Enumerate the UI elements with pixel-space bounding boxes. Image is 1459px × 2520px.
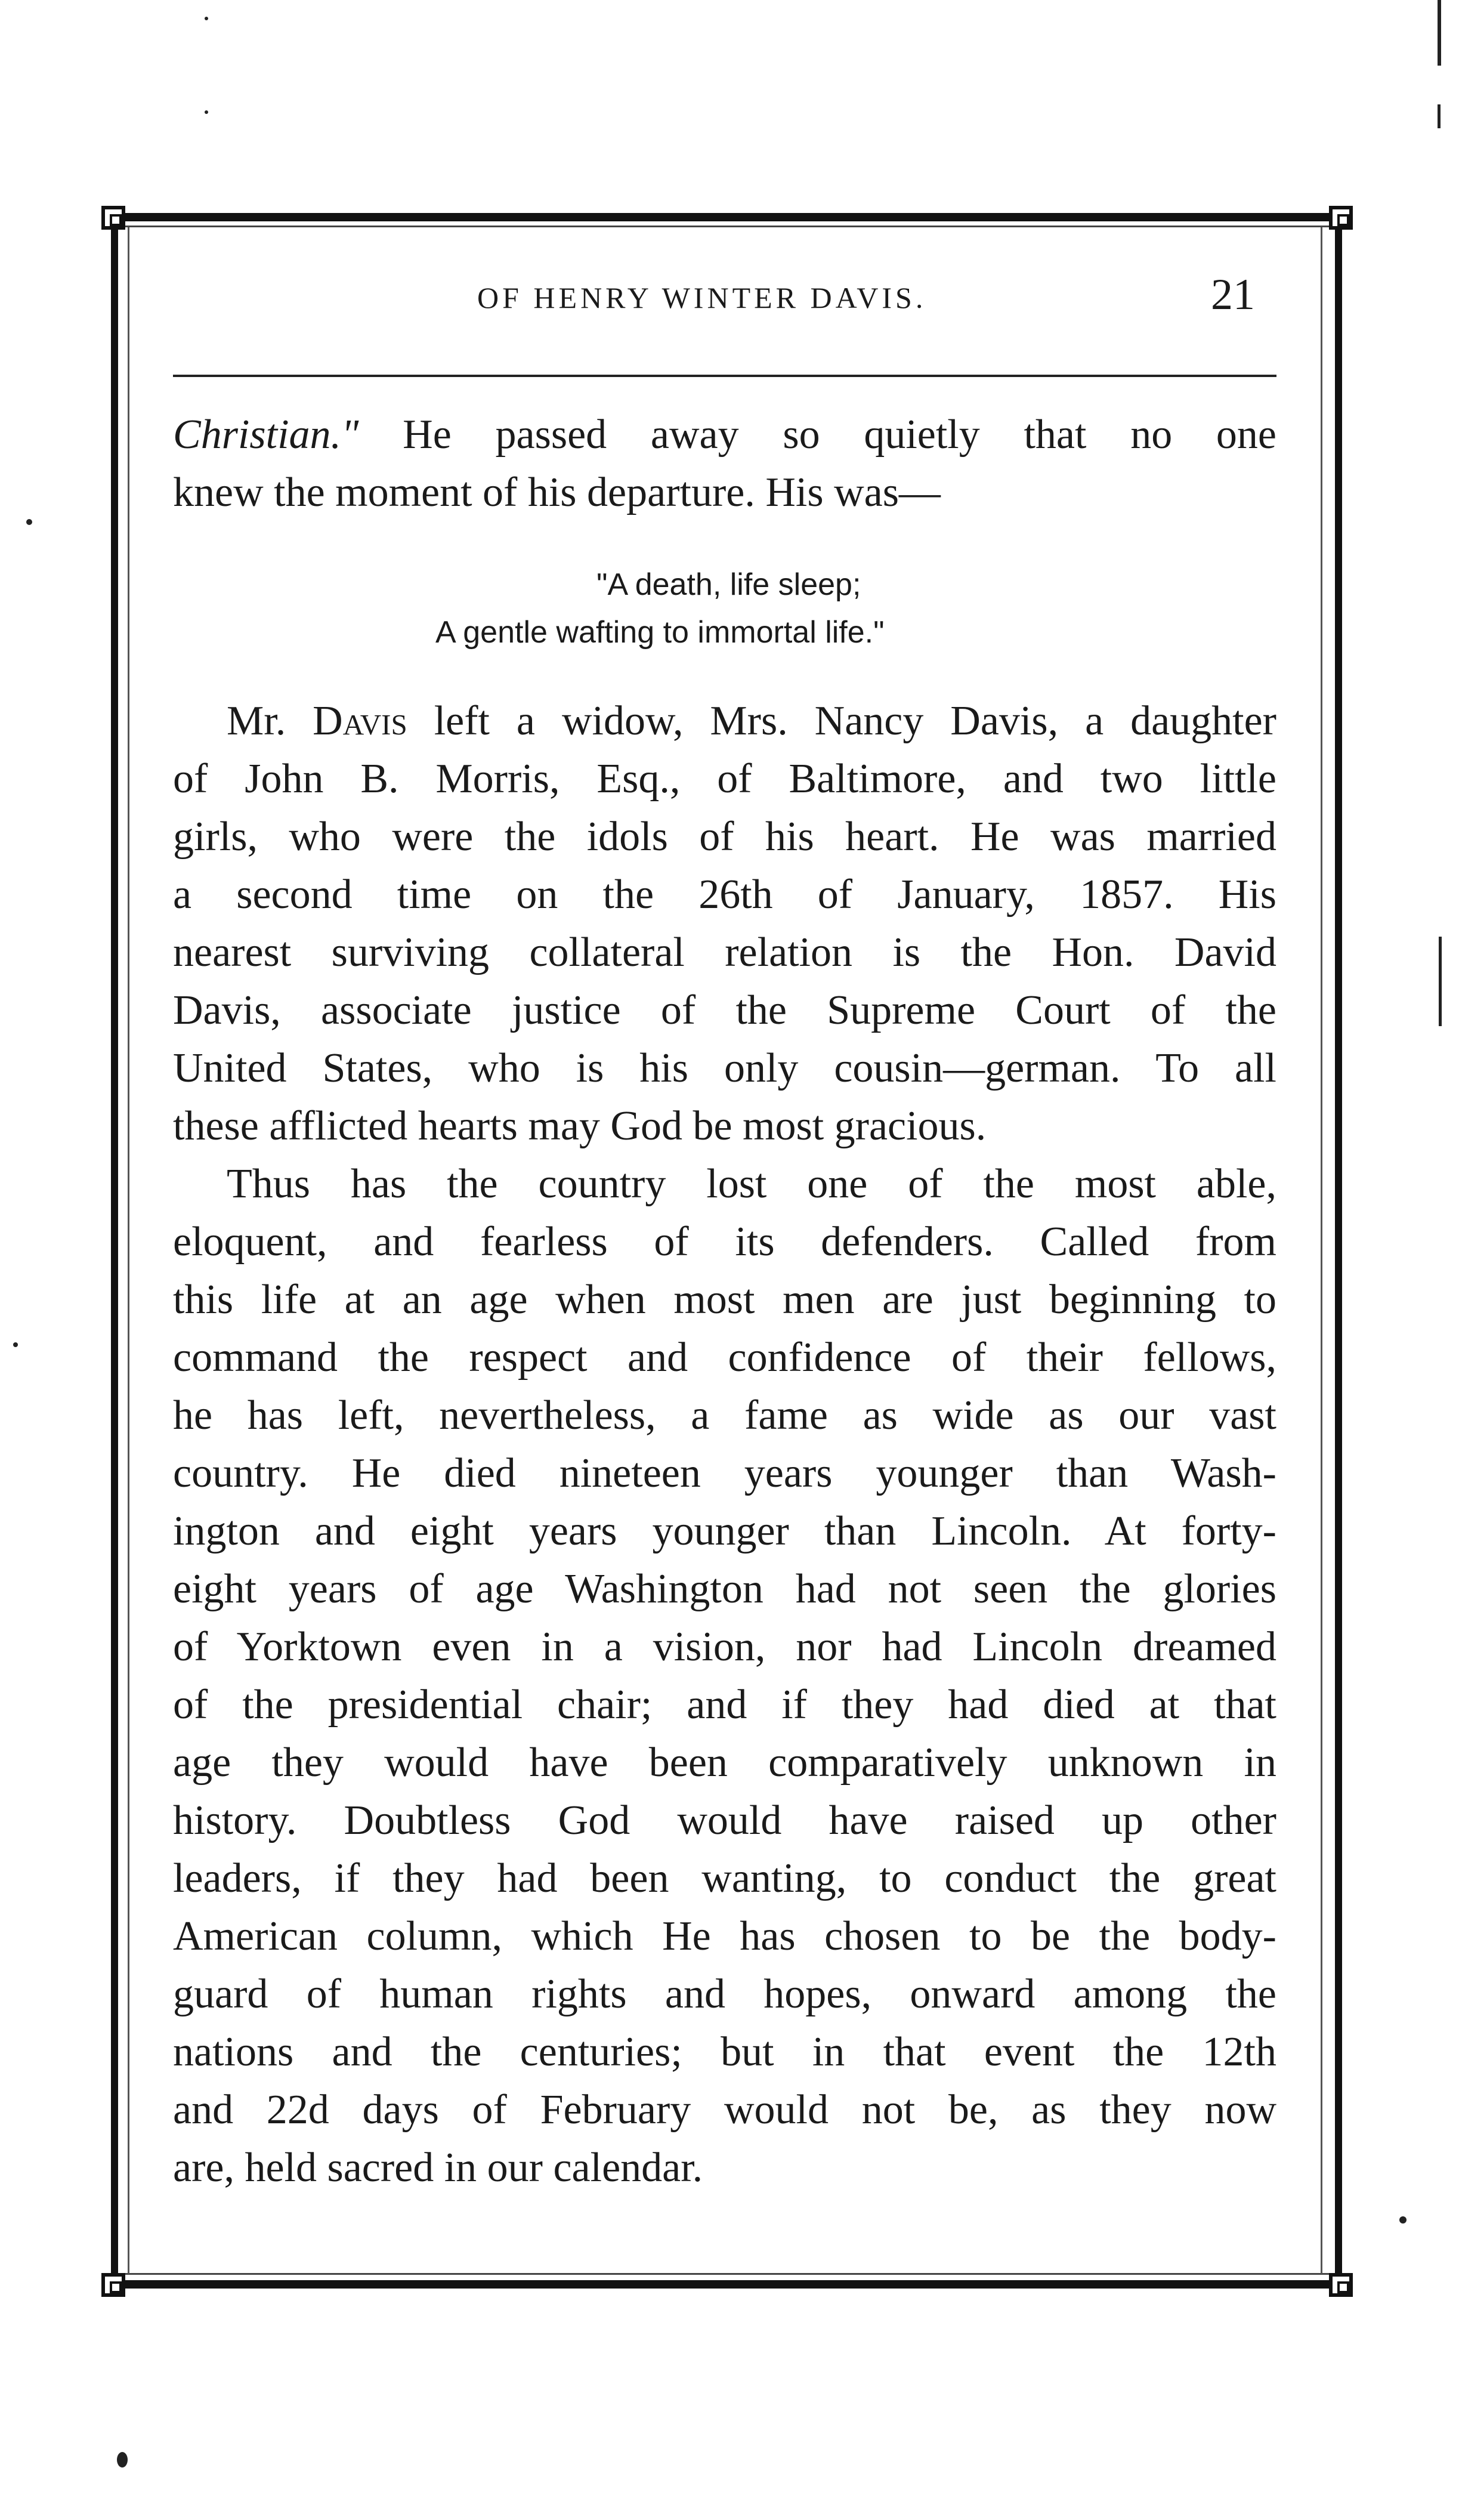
text-line: girls, who were the idols of his heart. He was married [173, 814, 1276, 860]
text-line: a second time on the 26th of January, 1857. His [173, 872, 1276, 918]
frame-left-border [111, 213, 118, 2289]
text-line: of the presidential chair; and if they had died at that [173, 1682, 1276, 1728]
text-line [173, 406, 1276, 464]
text-line: of John B. Morris, Esq., of Baltimore, and two little [173, 756, 1276, 802]
frame-corner-ornament [1329, 206, 1353, 230]
text-line: eloquent, and fearless of its defenders. Called from [173, 1219, 1276, 1265]
text-line: command the respect and confidence of their fellows, [173, 1335, 1276, 1381]
frame-right-border [1335, 213, 1342, 2289]
frame-corner-ornament [101, 206, 125, 230]
scan-speck [13, 1342, 18, 1347]
frame-left-inner-rule [128, 227, 129, 2274]
text-fragment: left a widow, Mrs. Nancy Davis, a daughter [407, 698, 1276, 744]
opening-text [173, 406, 1276, 521]
text-fragment: He passed away so quietly that no one [403, 412, 1277, 458]
text-line: history. Doubtless God would have raised up other [173, 1798, 1276, 1843]
frame-corner-ornament [1329, 2273, 1353, 2297]
text-line: age they would have been comparatively unknown in [173, 1740, 1276, 1786]
scan-speck [117, 2452, 128, 2468]
scan-edge-mark [1438, 104, 1441, 128]
frame-top-inner-rule [111, 226, 1342, 227]
text-line: Thus has the country lost one of the most able, [227, 1161, 1276, 1207]
text-line: and 22d days of February would not be, as they now [173, 2087, 1276, 2133]
paragraph-country-lost [173, 1155, 1276, 2197]
text-line: country. He died nineteen years younger than Wash- [173, 1450, 1276, 1496]
scan-edge-mark [1439, 937, 1442, 1026]
header-rule [173, 375, 1276, 377]
text-line: guard of human rights and hopes, onward among the [173, 1971, 1276, 2017]
text-line: ington and eight years younger than Lincoln. At forty- [173, 1508, 1276, 1554]
italic-word: Christian." [173, 412, 359, 458]
text-line: nations and the centuries; but in that event the 12th [173, 2029, 1276, 2075]
scan-speck [205, 17, 208, 20]
scan-speck [1399, 2216, 1407, 2223]
text-line [173, 692, 1276, 750]
frame-right-inner-rule [1321, 227, 1322, 2274]
text-line: American column, which He has chosen to be the body- [173, 1913, 1276, 1959]
text-line: Davis, associate justice of the Supreme Court of the [173, 987, 1276, 1033]
running-head: OF HENRY WINTER DAVIS. [477, 281, 927, 314]
frame-corner-ornament [101, 2273, 125, 2297]
frame-bottom-border [111, 2280, 1342, 2289]
frame-top-border [111, 213, 1342, 221]
text-line: he has left, nevertheless, a fame as wide as our vast [173, 1392, 1276, 1438]
page-number: 21 [1211, 270, 1255, 319]
scan-speck [205, 110, 208, 114]
text-line: of Yorktown even in a vision, nor had Lincoln dreamed [173, 1624, 1276, 1670]
scan-edge-mark [1438, 0, 1441, 66]
verse-line-2: A gentle wafting to immortal life." [435, 615, 885, 650]
text-line: these afflicted hearts may God be most gracious. [173, 1103, 987, 1149]
text-line: nearest surviving collateral relation is the Hon. David [173, 929, 1276, 975]
text-line: United States, who is his only cousin—german. To all [173, 1045, 1276, 1091]
text-line: knew the moment of his departure. His was— [173, 470, 941, 515]
paragraph-widow [173, 692, 1276, 1155]
text-line: leaders, if they had been wanting, to conduct the great [173, 1855, 1276, 1901]
verse-line-1: "A death, life sleep; [596, 567, 861, 602]
text-line: this life at an age when most men are just beginning to [173, 1277, 1276, 1323]
small-caps-name: Davis [313, 698, 407, 744]
text-line: eight years of age Washington had not seen the glories [173, 1566, 1276, 1612]
text-line: are, held sacred in our calendar. [173, 2145, 703, 2191]
text-fragment: Mr. [227, 698, 313, 744]
frame-bottom-inner-rule [111, 2273, 1342, 2275]
scan-speck [26, 519, 32, 525]
